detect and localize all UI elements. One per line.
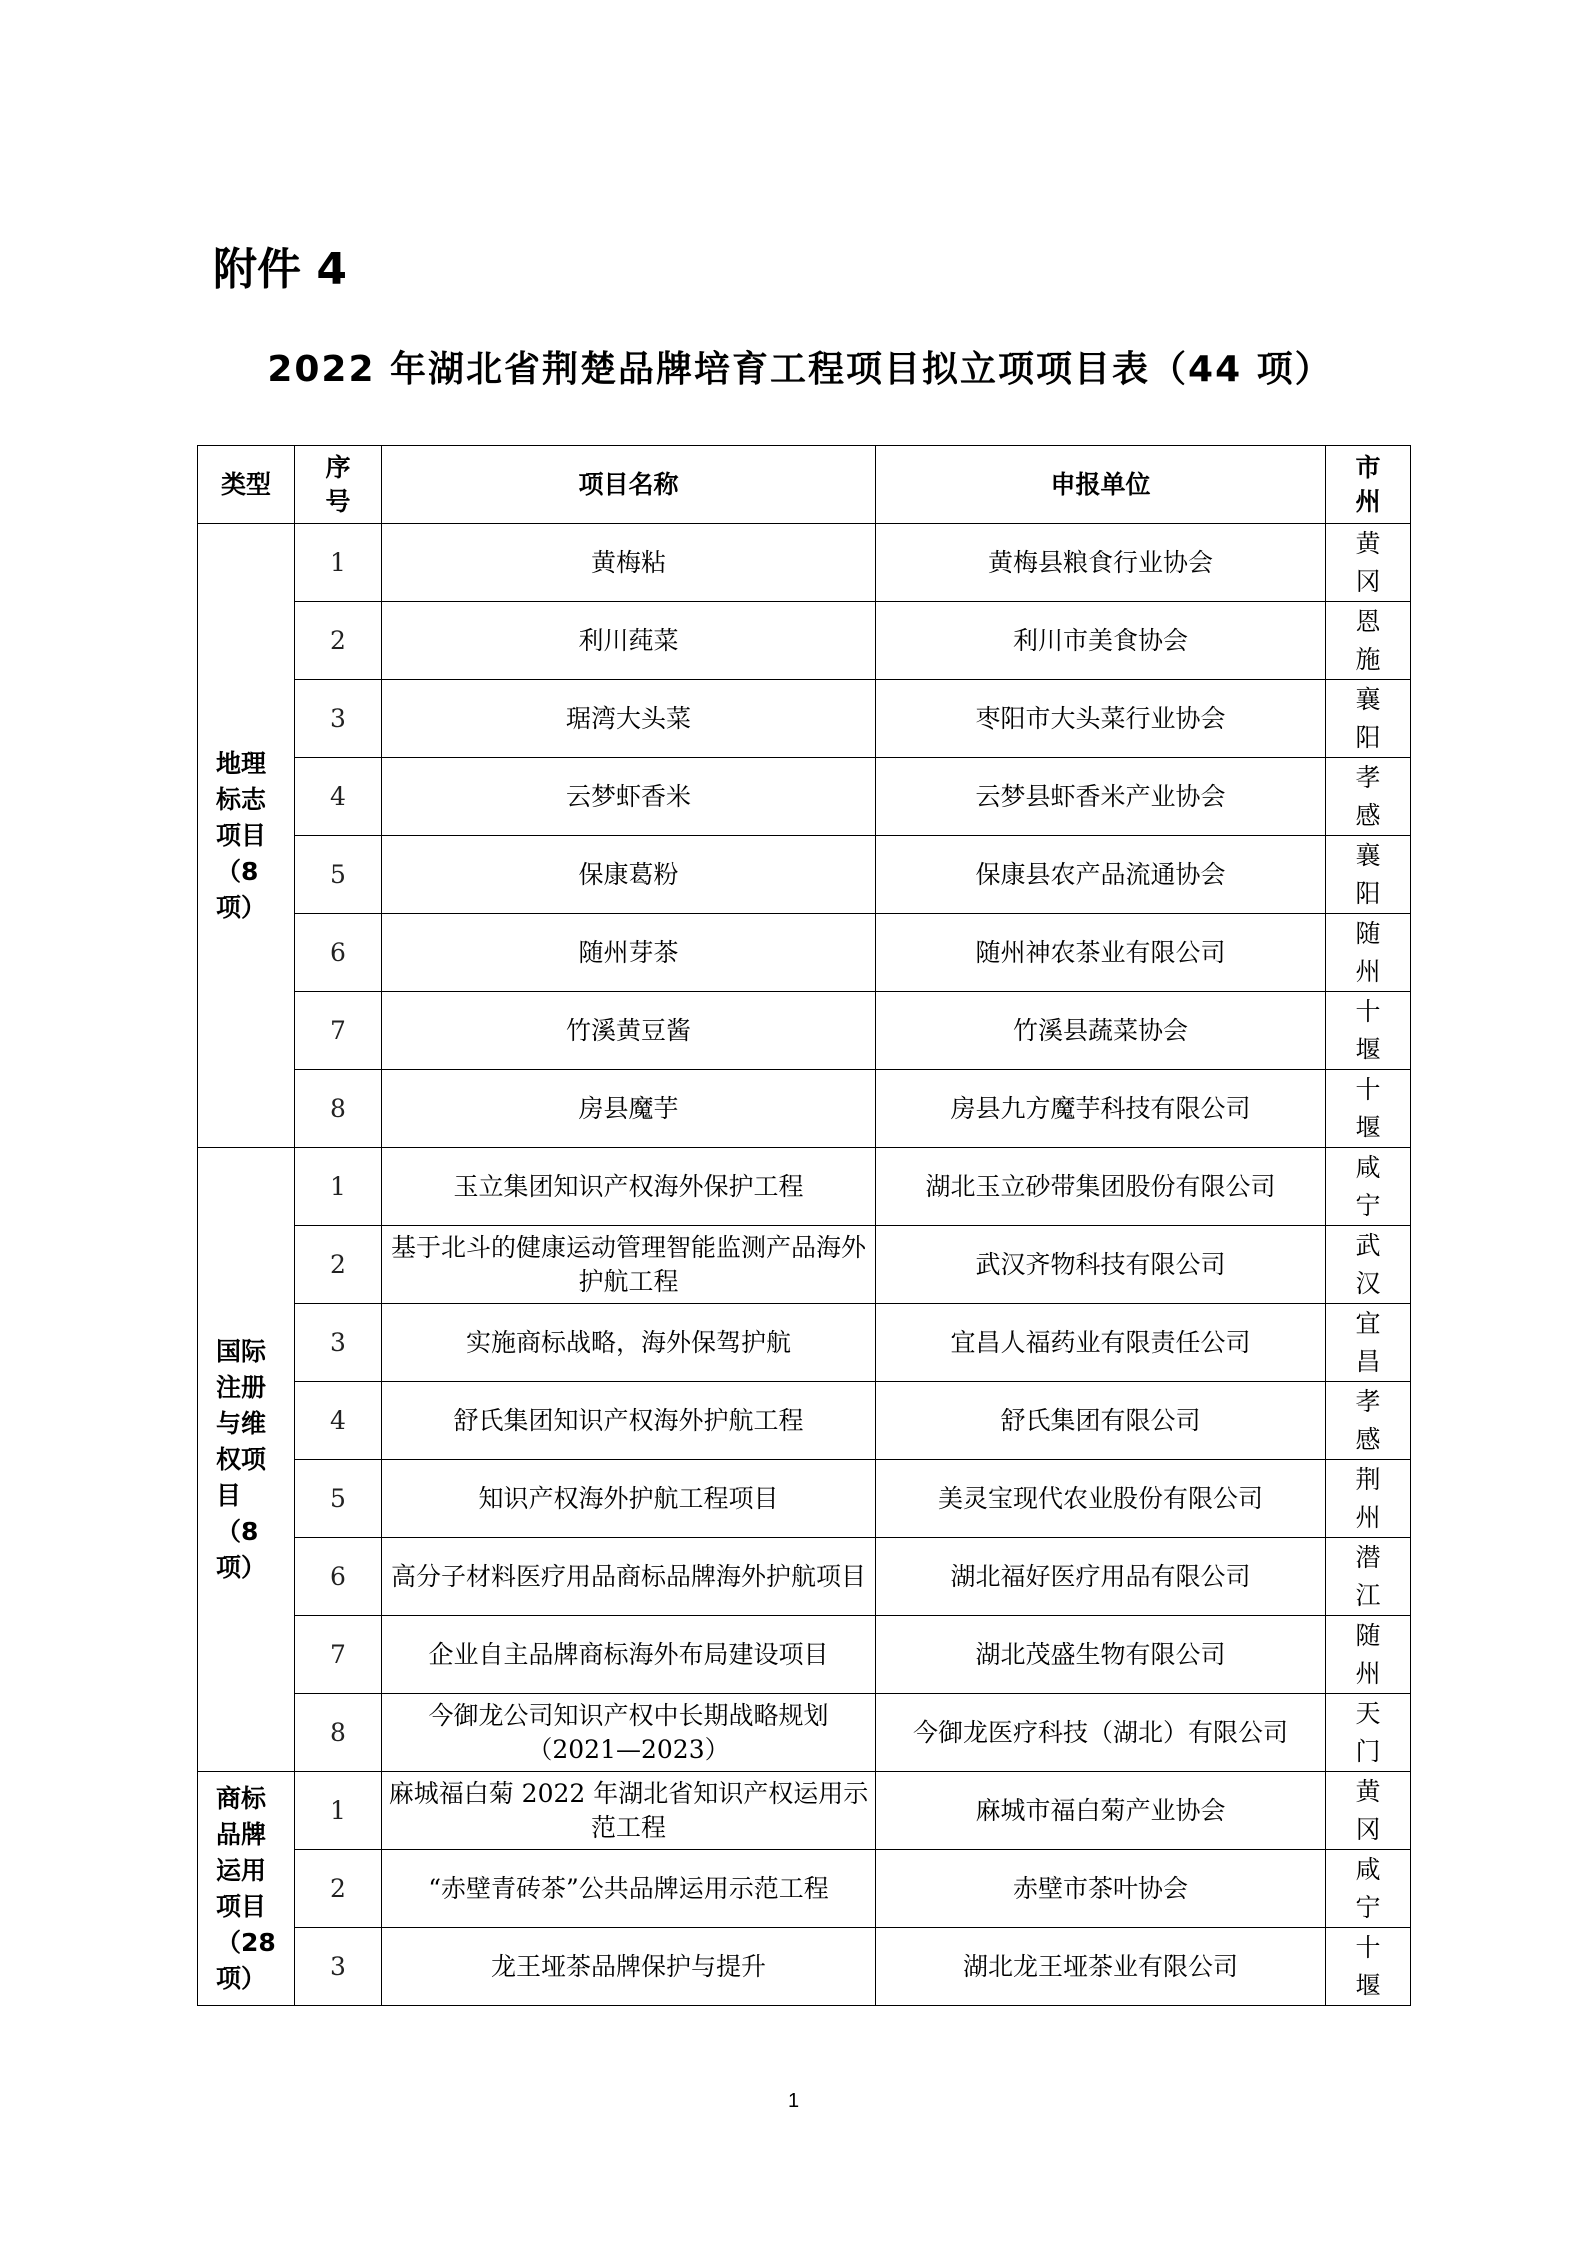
project-name-cell — [382, 1616, 876, 1694]
seq-cell — [295, 1070, 382, 1148]
city-text: 黄冈 — [1355, 528, 1381, 596]
project-name-text: 基于北斗的健康运动管理智能监测产品海外护航工程 — [390, 1232, 866, 1296]
table-header — [198, 446, 1411, 524]
table-row — [198, 1538, 1411, 1616]
seq-text: 4 — [330, 781, 346, 811]
applicant-unit-cell — [876, 914, 1326, 992]
city-cell — [1326, 602, 1411, 680]
category-label: 地理标志项目（8项） — [216, 748, 267, 922]
city-cell — [1326, 1382, 1411, 1460]
project-name-cell — [382, 1148, 876, 1226]
attachment-label: 附件 4 — [213, 244, 347, 295]
category-label: 国际注册与维权项目（8项） — [216, 1336, 267, 1582]
city-cell — [1326, 1772, 1411, 1850]
applicant-unit-cell — [876, 1928, 1326, 2006]
project-name-text: 实施商标战略，海外保驾护航 — [465, 1327, 791, 1357]
project-name-text: 企业自主品牌商标海外布局建设项目 — [428, 1639, 829, 1669]
project-table — [197, 445, 1411, 2006]
document-title: 2022 年湖北省荆楚品牌培育工程项目拟立项项目表（44 项） — [267, 349, 1333, 390]
applicant-unit-cell — [876, 1850, 1326, 1928]
project-name-cell — [382, 1928, 876, 2006]
seq-text: 8 — [330, 1717, 346, 1747]
project-name-cell — [382, 758, 876, 836]
city-cell — [1326, 1070, 1411, 1148]
applicant-unit-text: 湖北福好医疗用品有限公司 — [950, 1561, 1251, 1591]
city-cell — [1326, 524, 1411, 602]
project-name-text: 随州芽茶 — [578, 937, 679, 967]
seq-text: 3 — [330, 703, 346, 733]
seq-cell — [295, 1382, 382, 1460]
city-text: 宜昌 — [1355, 1308, 1381, 1376]
header-unit: 申报单位 — [876, 446, 1326, 524]
applicant-unit-text: 麻城市福白菊产业协会 — [975, 1795, 1226, 1825]
seq-cell — [295, 1538, 382, 1616]
applicant-unit-cell — [876, 836, 1326, 914]
city-cell — [1326, 1304, 1411, 1382]
applicant-unit-text: 利川市美食协会 — [1012, 625, 1188, 655]
seq-cell — [295, 524, 382, 602]
seq-cell — [295, 914, 382, 992]
header-city: 市州 — [1326, 446, 1411, 524]
project-name-text: 高分子材料医疗用品商标品牌海外护航项目 — [390, 1561, 866, 1591]
seq-text: 1 — [330, 1795, 346, 1825]
seq-cell — [295, 1226, 382, 1304]
seq-text: 7 — [330, 1015, 346, 1045]
city-text: 咸宁 — [1355, 1854, 1381, 1922]
project-name-text: 龙王垭茶品牌保护与提升 — [490, 1951, 766, 1981]
category-label: 商标品牌运用项目（28项） — [216, 1783, 276, 1993]
project-name-cell — [382, 992, 876, 1070]
seq-text: 3 — [330, 1327, 346, 1357]
city-text: 咸宁 — [1355, 1152, 1381, 1220]
header-type: 类型 — [198, 446, 295, 524]
seq-cell — [295, 836, 382, 914]
city-text: 十堰 — [1355, 996, 1381, 1064]
seq-text: 5 — [330, 859, 346, 889]
project-name-cell — [382, 1382, 876, 1460]
applicant-unit-cell — [876, 992, 1326, 1070]
table-row — [198, 680, 1411, 758]
seq-cell — [295, 1616, 382, 1694]
category-cell — [198, 524, 295, 1148]
seq-text: 1 — [330, 1171, 346, 1201]
applicant-unit-text: 枣阳市大头菜行业协会 — [975, 703, 1226, 733]
category-cell — [198, 1148, 295, 1772]
city-text: 黄冈 — [1355, 1776, 1381, 1844]
table-row — [198, 1304, 1411, 1382]
table-row — [198, 1226, 1411, 1304]
table-row — [198, 1928, 1411, 2006]
city-cell — [1326, 758, 1411, 836]
table-row — [198, 758, 1411, 836]
city-text: 襄阳 — [1355, 684, 1381, 752]
table-row — [198, 1382, 1411, 1460]
seq-text: 6 — [330, 1561, 346, 1591]
city-cell — [1326, 914, 1411, 992]
table-row — [198, 1070, 1411, 1148]
seq-text: 4 — [330, 1405, 346, 1435]
project-name-cell — [382, 1694, 876, 1772]
applicant-unit-text: 保康县农产品流通协会 — [975, 859, 1226, 889]
seq-cell — [295, 1460, 382, 1538]
city-text: 恩施 — [1355, 606, 1381, 674]
applicant-unit-cell — [876, 1616, 1326, 1694]
seq-cell — [295, 1304, 382, 1382]
project-name-text: “赤壁青砖茶”公共品牌运用示范工程 — [428, 1873, 829, 1903]
city-cell — [1326, 992, 1411, 1070]
project-name-cell — [382, 1070, 876, 1148]
table-row — [198, 1616, 1411, 1694]
seq-text: 2 — [330, 1249, 346, 1279]
seq-cell — [295, 680, 382, 758]
project-name-text: 玉立集团知识产权海外保护工程 — [453, 1171, 804, 1201]
applicant-unit-cell — [876, 1694, 1326, 1772]
city-text: 十堰 — [1355, 1932, 1381, 2000]
applicant-unit-cell — [876, 1772, 1326, 1850]
project-name-text: 利川莼菜 — [578, 625, 679, 655]
table-row — [198, 1148, 1411, 1226]
applicant-unit-cell — [876, 1382, 1326, 1460]
applicant-unit-cell — [876, 602, 1326, 680]
seq-cell — [295, 1148, 382, 1226]
applicant-unit-text: 湖北茂盛生物有限公司 — [975, 1639, 1226, 1669]
seq-text: 7 — [330, 1639, 346, 1669]
applicant-unit-text: 武汉齐物科技有限公司 — [975, 1249, 1226, 1279]
applicant-unit-text: 湖北玉立砂带集团股份有限公司 — [925, 1171, 1276, 1201]
applicant-unit-cell — [876, 1304, 1326, 1382]
project-name-cell — [382, 524, 876, 602]
table-row — [198, 1460, 1411, 1538]
project-name-text: 麻城福白菊 2022 年湖北省知识产权运用示范工程 — [388, 1778, 869, 1842]
project-name-text: 房县魔芋 — [578, 1093, 679, 1123]
table-row — [198, 1694, 1411, 1772]
applicant-unit-cell — [876, 1460, 1326, 1538]
city-cell — [1326, 1226, 1411, 1304]
seq-cell — [295, 602, 382, 680]
project-name-cell — [382, 602, 876, 680]
project-name-cell — [382, 1460, 876, 1538]
header-seq: 序号 — [295, 446, 382, 524]
applicant-unit-text: 黄梅县粮食行业协会 — [987, 547, 1213, 577]
project-name-text: 舒氏集团知识产权海外护航工程 — [453, 1405, 804, 1435]
seq-text: 5 — [330, 1483, 346, 1513]
applicant-unit-text: 房县九方魔芋科技有限公司 — [950, 1093, 1251, 1123]
applicant-unit-text: 舒氏集团有限公司 — [1000, 1405, 1201, 1435]
table-body — [198, 524, 1411, 2006]
table-row — [198, 1772, 1411, 1850]
project-name-text: 云梦虾香米 — [565, 781, 691, 811]
category-cell — [198, 1772, 295, 2006]
seq-cell — [295, 1694, 382, 1772]
project-name-cell — [382, 680, 876, 758]
applicant-unit-cell — [876, 524, 1326, 602]
project-name-cell — [382, 1850, 876, 1928]
city-cell — [1326, 1928, 1411, 2006]
city-text: 武汉 — [1355, 1230, 1381, 1298]
table-row — [198, 836, 1411, 914]
applicant-unit-text: 赤壁市茶叶协会 — [1012, 1873, 1188, 1903]
city-text: 天门 — [1355, 1698, 1381, 1766]
table-row — [198, 524, 1411, 602]
applicant-unit-cell — [876, 1538, 1326, 1616]
city-text: 孝感 — [1355, 762, 1381, 830]
seq-cell — [295, 758, 382, 836]
project-name-cell — [382, 914, 876, 992]
table-row — [198, 1850, 1411, 1928]
city-cell — [1326, 1460, 1411, 1538]
seq-cell — [295, 992, 382, 1070]
applicant-unit-cell — [876, 1148, 1326, 1226]
city-text: 十堰 — [1355, 1074, 1381, 1142]
project-name-text: 今御龙公司知识产权中长期战略规划（2021—2023） — [428, 1700, 829, 1764]
applicant-unit-text: 竹溪县蔬菜协会 — [1012, 1015, 1188, 1045]
seq-text: 6 — [330, 937, 346, 967]
seq-text: 2 — [330, 625, 346, 655]
applicant-unit-text: 随州神农茶业有限公司 — [975, 937, 1226, 967]
city-cell — [1326, 1538, 1411, 1616]
applicant-unit-text: 云梦县虾香米产业协会 — [975, 781, 1226, 811]
project-name-text: 知识产权海外护航工程项目 — [478, 1483, 779, 1513]
project-name-cell — [382, 1304, 876, 1382]
applicant-unit-cell — [876, 758, 1326, 836]
applicant-unit-cell — [876, 680, 1326, 758]
city-cell — [1326, 1694, 1411, 1772]
seq-cell — [295, 1928, 382, 2006]
seq-cell — [295, 1772, 382, 1850]
city-text: 随州 — [1355, 918, 1381, 986]
applicant-unit-cell — [876, 1070, 1326, 1148]
seq-text: 1 — [330, 547, 346, 577]
header-name: 项目名称 — [382, 446, 876, 524]
city-cell — [1326, 1616, 1411, 1694]
city-cell — [1326, 680, 1411, 758]
project-name-text: 黄梅粘 — [590, 547, 666, 577]
applicant-unit-text: 湖北龙王垭茶业有限公司 — [962, 1951, 1238, 1981]
table-row — [198, 602, 1411, 680]
city-text: 孝感 — [1355, 1386, 1381, 1454]
project-name-text: 琚湾大头菜 — [565, 703, 691, 733]
page-number: 1 — [787, 2090, 800, 2112]
table-row — [198, 914, 1411, 992]
city-cell — [1326, 1850, 1411, 1928]
project-name-cell — [382, 1772, 876, 1850]
applicant-unit-cell — [876, 1226, 1326, 1304]
applicant-unit-text: 宜昌人福药业有限责任公司 — [950, 1327, 1251, 1357]
seq-text: 3 — [330, 1951, 346, 1981]
project-name-cell — [382, 1538, 876, 1616]
city-cell — [1326, 836, 1411, 914]
applicant-unit-text: 今御龙医疗科技（湖北）有限公司 — [912, 1717, 1288, 1747]
project-name-cell — [382, 836, 876, 914]
table-row — [198, 992, 1411, 1070]
city-text: 潜江 — [1355, 1542, 1381, 1610]
city-text: 荆州 — [1355, 1464, 1381, 1532]
city-cell — [1326, 1148, 1411, 1226]
applicant-unit-text: 美灵宝现代农业股份有限公司 — [937, 1483, 1263, 1513]
project-name-cell — [382, 1226, 876, 1304]
city-text: 随州 — [1355, 1620, 1381, 1688]
seq-text: 2 — [330, 1873, 346, 1903]
project-name-text: 保康葛粉 — [578, 859, 679, 889]
project-name-text: 竹溪黄豆酱 — [565, 1015, 691, 1045]
city-text: 襄阳 — [1355, 840, 1381, 908]
seq-cell — [295, 1850, 382, 1928]
seq-text: 8 — [330, 1093, 346, 1123]
